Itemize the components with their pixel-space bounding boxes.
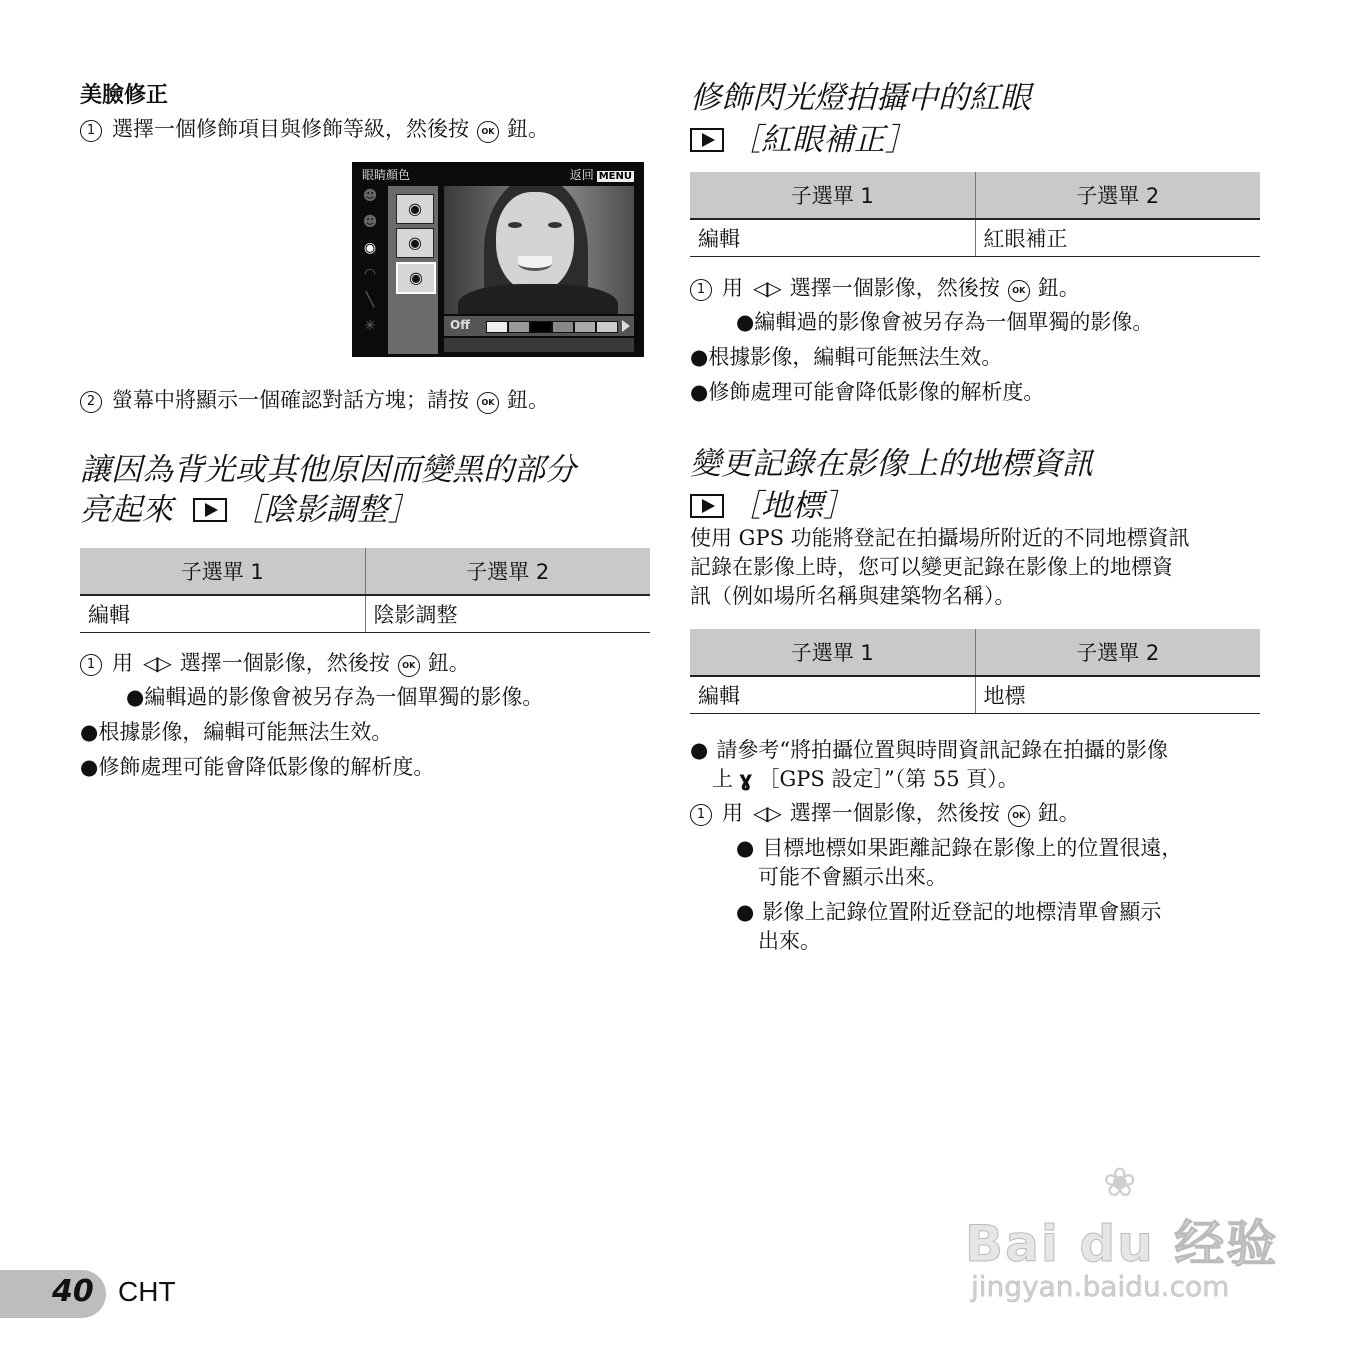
- redeye-step-1-end: 鈕。: [1037, 276, 1080, 300]
- ok-button-icon: OK: [1008, 280, 1030, 302]
- portrait-preview: [444, 186, 634, 314]
- landmark-step-1: [690, 796, 1080, 830]
- submenu-1-cell: 編輯: [690, 676, 975, 714]
- ok-button-icon: OK: [398, 655, 420, 677]
- eye-option-icon: ◉: [396, 228, 434, 258]
- slider-off-label: Off: [450, 318, 470, 332]
- baidu-watermark: [965, 1160, 1285, 1310]
- bullet-icon: ●: [80, 720, 99, 744]
- level-bars: [444, 338, 634, 352]
- redeye-submenu-table: [690, 172, 1260, 257]
- step-number-icon: 2: [80, 391, 102, 413]
- shadow-step-1: [80, 646, 470, 680]
- menu-button-icon: MENU: [598, 171, 632, 182]
- step-number-icon: 1: [690, 279, 712, 301]
- redeye-heading: [690, 78, 1290, 160]
- redeye-bullet-1: [690, 340, 1002, 374]
- color-swatch: [574, 321, 596, 333]
- step-number-icon: 1: [80, 654, 102, 676]
- language-code: CHT: [118, 1276, 176, 1307]
- sparkle-icon: ✳: [364, 318, 376, 334]
- bullet-icon: ●: [690, 380, 709, 404]
- landmark-sub-bullet-2: [736, 898, 1161, 956]
- landmark-step-1-mid: 選擇一個影像，然後按: [789, 801, 1000, 825]
- eye-option-column: [388, 186, 438, 354]
- ok-button-icon: OK: [1008, 805, 1030, 827]
- brush-icon: ╲: [365, 292, 375, 308]
- color-swatch: [486, 321, 508, 333]
- landmark-sub-bullet-1: [736, 834, 1182, 892]
- bullet-icon: ●: [690, 738, 709, 762]
- eye-icon: ◉: [363, 240, 377, 256]
- shadow-title-line-1: 讓因為背光或其他原因而變黑的部分: [80, 452, 576, 488]
- redeye-title-line-1: 修飾閃光燈拍攝中的紅眼: [690, 80, 1031, 116]
- shadow-step-1-mid: 選擇一個影像，然後按: [179, 651, 390, 675]
- landmark-step-1-end: 鈕。: [1037, 801, 1080, 825]
- color-swatch: [596, 321, 618, 333]
- redeye-step-1: [690, 271, 1080, 305]
- page-number: 40: [52, 1274, 94, 1309]
- landmark-desc-line-2: 記錄在影像上時，您可以變更記錄在影像上的地標資: [690, 555, 1173, 579]
- lips-icon: ◠: [363, 266, 377, 282]
- playback-icon: [690, 128, 724, 152]
- landmark-heading: [690, 444, 1310, 526]
- bullet-icon: ●: [80, 755, 99, 779]
- color-swatch: [552, 321, 574, 333]
- eye-color-slider: [444, 316, 634, 336]
- shadow-sub-bullet-text: 編輯過的影像會被另存為一個單獨的影像。: [144, 685, 544, 709]
- redeye-step-1-mid: 選擇一個影像，然後按: [789, 276, 1000, 300]
- shadow-bullet-1: [80, 715, 392, 749]
- landmark-sub-2-line-1: 影像上記錄位置附近登記的地標清單會顯示: [762, 900, 1162, 924]
- slider-right-arrow-icon: [622, 320, 630, 332]
- ok-button-icon: OK: [477, 121, 499, 143]
- redeye-sub-bullet-text: 編輯過的影像會被另存為一個單獨的影像。: [754, 310, 1154, 334]
- shadow-sub-bullet: [126, 680, 543, 714]
- camera-topbar: [352, 162, 644, 184]
- camera-back-label: 返回: [569, 168, 594, 182]
- shadow-submenu-table: [80, 548, 650, 633]
- shadow-step-1-end: 鈕。: [427, 651, 470, 675]
- beauty-step-2-end: 鈕。: [507, 388, 549, 412]
- bullet-icon: ●: [736, 900, 755, 924]
- watermark-url: jingyan.baidu.com: [971, 1270, 1230, 1303]
- landmark-step-1-pre: 用: [722, 801, 743, 825]
- eye-option-icon: ◉: [396, 194, 434, 224]
- submenu-1-cell: 編輯: [690, 219, 975, 257]
- watermark-brand: Bai du 经验: [965, 1215, 1279, 1273]
- redeye-step-1-pre: 用: [722, 276, 743, 300]
- redeye-title-menu: ［紅眼補正］: [730, 122, 916, 158]
- landmark-ref-bullet: [690, 736, 1168, 794]
- submenu-1-header: 子選單 1: [690, 629, 975, 676]
- submenu-2-cell: 地標: [975, 676, 1260, 714]
- bullet-icon: ●: [690, 345, 709, 369]
- landmark-submenu-table: [690, 629, 1260, 714]
- shadow-step-1-pre: 用: [112, 651, 133, 675]
- shadow-adjust-heading: [80, 450, 660, 530]
- camera-screen-image: [352, 162, 644, 357]
- bullet-icon: ●: [736, 310, 755, 334]
- beauty-step-2-text: 螢幕中將顯示一個確認對話方塊；請按: [112, 388, 469, 412]
- paw-logo-icon: ❀: [1103, 1160, 1137, 1206]
- beauty-step-1-text: 選擇一個修飾項目與修飾等級，然後按: [112, 117, 469, 141]
- left-right-arrows-icon: ◁▷: [753, 801, 780, 825]
- submenu-2-header: 子選單 2: [975, 629, 1260, 676]
- submenu-2-cell: 陰影調整: [365, 595, 650, 633]
- beauty-step-2: [80, 383, 549, 417]
- wrench-icon: ɣ: [739, 767, 753, 791]
- landmark-sub-1-line-2: 可能不會顯示出來。: [758, 865, 947, 889]
- beauty-step-1: [80, 112, 549, 146]
- landmark-desc-line-1: 使用 GPS 功能將登記在拍攝場所附近的不同地標資訊: [690, 526, 1190, 550]
- landmark-description: [690, 524, 1190, 611]
- landmark-title-line-1: 變更記錄在影像上的地標資訊: [690, 446, 1093, 482]
- left-right-arrows-icon: ◁▷: [753, 276, 780, 300]
- shadow-title-line-2: 亮起來: [80, 492, 173, 528]
- eye-option-icon: ◉: [396, 262, 436, 294]
- beauty-item-icon-column: [356, 188, 384, 353]
- step-number-icon: 1: [690, 804, 712, 826]
- playback-icon: [690, 494, 724, 518]
- face-icon: ☻: [362, 214, 378, 230]
- camera-menu-title: 眼睛顏色: [362, 168, 411, 182]
- left-right-arrows-icon: ◁▷: [143, 651, 170, 675]
- beauty-fix-title: 美臉修正: [80, 83, 169, 108]
- landmark-ref-line-2-post: ［GPS 設定］”（第 55 頁）。: [758, 767, 1019, 791]
- bullet-icon: ●: [126, 685, 145, 709]
- shadow-bullet-1-text: 根據影像，編輯可能無法生效。: [98, 720, 393, 744]
- shadow-bullet-2-text: 修飾處理可能會降低影像的解析度。: [98, 755, 435, 779]
- shadow-bullet-2: [80, 750, 434, 784]
- submenu-2-header: 子選單 2: [975, 172, 1260, 219]
- landmark-sub-1-line-1: 目標地標如果距離記錄在影像上的位置很遠，: [762, 836, 1183, 860]
- landmark-sub-2-line-2: 出來。: [758, 929, 821, 953]
- camera-back-hint: [570, 166, 634, 183]
- playback-icon: [193, 498, 227, 522]
- face-icon: ☻: [362, 188, 378, 204]
- landmark-title-menu: ［地標］: [730, 488, 854, 524]
- step-number-icon: 1: [80, 120, 102, 142]
- landmark-ref-line-1: 請參考“將拍攝位置與時間資訊記錄在拍攝的影像: [716, 738, 1169, 762]
- submenu-1-cell: 編輯: [80, 595, 365, 633]
- color-swatch: [530, 321, 552, 333]
- color-swatch: [508, 321, 530, 333]
- redeye-bullet-2-text: 修飾處理可能會降低影像的解析度。: [708, 380, 1045, 404]
- redeye-bullet-1-text: 根據影像，編輯可能無法生效。: [708, 345, 1003, 369]
- landmark-desc-line-3: 訊（例如場所名稱與建築物名稱）。: [690, 584, 1016, 608]
- beauty-step-1-end: 鈕。: [507, 117, 549, 141]
- landmark-ref-line-2-pre: 上: [712, 767, 733, 791]
- bullet-icon: ●: [736, 836, 755, 860]
- submenu-2-cell: 紅眼補正: [975, 219, 1260, 257]
- submenu-1-header: 子選單 1: [80, 548, 365, 595]
- shadow-title-menu: ［陰影調整］: [232, 492, 419, 528]
- ok-button-icon: OK: [477, 392, 499, 414]
- redeye-bullet-2: [690, 375, 1044, 409]
- submenu-2-header: 子選單 2: [365, 548, 650, 595]
- redeye-sub-bullet: [736, 305, 1153, 339]
- submenu-1-header: 子選單 1: [690, 172, 975, 219]
